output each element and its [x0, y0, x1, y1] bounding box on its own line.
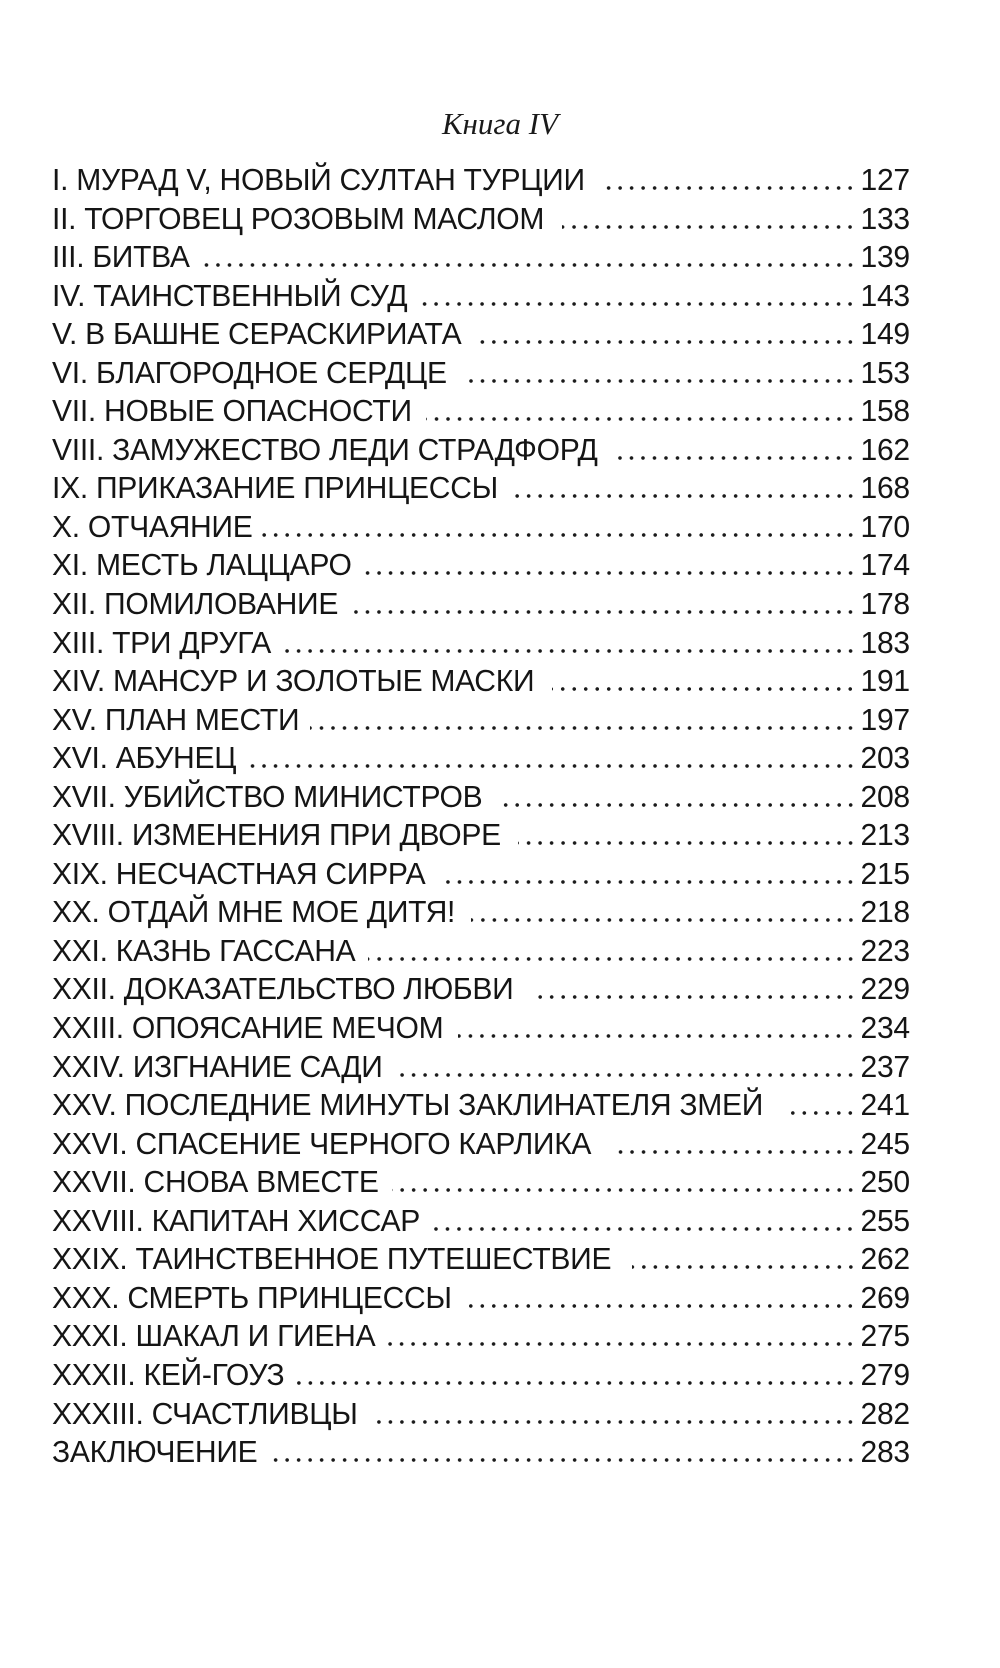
toc-dot-leader [267, 1458, 856, 1462]
toc-dot-leader [467, 1304, 856, 1308]
toc-entry [52, 239, 910, 278]
toc-entry [52, 393, 910, 432]
toc-entry-page-number: 149 [860, 316, 910, 352]
toc-entry [52, 1318, 910, 1357]
toc-entry-title: XIV. МАНСУР И ЗОЛОТЫЕ МАСКИ [52, 663, 535, 699]
toc-dot-leader [368, 957, 856, 961]
toc-entry-page-number: 215 [860, 855, 910, 891]
toc-entry [52, 1396, 910, 1435]
toc-entry [52, 817, 910, 856]
toc-entry [52, 894, 910, 933]
toc-entry [52, 201, 910, 240]
toc-entry [52, 470, 910, 509]
toc-entry-title: XXVIII. КАПИТАН ХИССАР [52, 1202, 421, 1238]
toc-entry [52, 933, 910, 972]
toc-dot-leader [421, 302, 856, 306]
toc-dot-leader [245, 764, 856, 768]
toc-entry-title: III. БИТВА [52, 239, 190, 275]
toc-entry-page-number: 218 [860, 894, 910, 930]
toc-entry-page-number: 197 [860, 701, 910, 737]
toc-dot-leader [262, 533, 856, 537]
toc-entry-title: XXIV. ИЗГНАНИЕ САДИ [52, 1048, 383, 1084]
toc-dot-leader [552, 687, 856, 691]
toc-entry [52, 779, 910, 818]
toc-entry [52, 1357, 910, 1396]
toc-entry-title: XVII. УБИЙСТВО МИНИСТРОВ [52, 778, 483, 814]
toc-entry-title: XXX. СМЕРТЬ ПРИНЦЕССЫ [52, 1279, 452, 1315]
toc-entry-page-number: 139 [860, 239, 910, 275]
toc-entry-title: VI. БЛАГОРОДНОЕ СЕРДЦЕ [52, 354, 447, 390]
toc-dot-leader [426, 417, 856, 421]
toc-entry-page-number: 191 [860, 663, 910, 699]
toc-dot-leader [518, 841, 856, 845]
toc-dot-leader [604, 186, 856, 190]
toc-entry-page-number: 241 [860, 1087, 910, 1123]
toc-entry [52, 1049, 910, 1088]
toc-entry-page-number: 133 [860, 200, 910, 236]
toc-dot-leader [462, 379, 856, 383]
toc-entry-page-number: 245 [860, 1125, 910, 1161]
toc-entry-title: XII. ПОМИЛОВАНИЕ [52, 586, 339, 622]
toc-entry-page-number: 282 [860, 1395, 910, 1431]
toc-dot-leader [295, 1381, 857, 1385]
toc-entry [52, 625, 910, 664]
toc-entry-title: XXII. ДОКАЗАТЕЛЬСТВО ЛЮБВИ [52, 971, 514, 1007]
toc-dot-leader [281, 649, 856, 653]
toc-entry-title: XXXI. ШАКАЛ И ГИЕНА [52, 1318, 376, 1354]
toc-dot-leader [562, 225, 856, 229]
toc-entry [52, 547, 910, 586]
toc-entry-title: IX. ПРИКАЗАНИЕ ПРИНЦЕССЫ [52, 470, 498, 506]
toc-entry-page-number: 174 [860, 547, 910, 583]
toc-entry [52, 586, 910, 625]
toc-entry [52, 278, 910, 317]
toc-dot-leader [350, 610, 856, 614]
toc-dot-leader [197, 263, 856, 267]
toc-entry-title: II. ТОРГОВЕЦ РОЗОВЫМ МАСЛОМ [52, 200, 545, 236]
toc-entry-page-number: 208 [860, 778, 910, 814]
toc-entry-page-number: 223 [860, 932, 910, 968]
toc-entry-page-number: 143 [860, 277, 910, 313]
toc-entry [52, 432, 910, 471]
toc-entry-page-number: 229 [860, 971, 910, 1007]
toc-dot-leader [477, 340, 856, 344]
toc-entry-title: XI. МЕСТЬ ЛАЦЦАРО [52, 547, 352, 583]
toc-entry-page-number: 170 [860, 508, 910, 544]
toc-entry-page-number: 168 [860, 470, 910, 506]
toc-entry-page-number: 234 [860, 1010, 910, 1046]
toc-entry [52, 971, 910, 1010]
toc-entry [52, 509, 910, 548]
toc-dot-leader [388, 1342, 856, 1346]
toc-entry [52, 663, 910, 702]
toc-entry-title: IV. ТАИНСТВЕННЫЙ СУД [52, 277, 408, 313]
toc-dot-leader [471, 918, 857, 922]
toc-entry [52, 702, 910, 741]
toc-dot-leader [364, 571, 856, 575]
toc-entry [52, 316, 910, 355]
toc-entry-page-number: 262 [860, 1241, 910, 1277]
toc-entry-title: XXI. КАЗНЬ ГАССАНА [52, 932, 356, 968]
toc-entry-title: XXVII. СНОВА ВМЕСТЕ [52, 1164, 379, 1200]
toc-entry-page-number: 279 [860, 1356, 910, 1392]
toc-dot-leader [499, 803, 856, 807]
toc-entry-title: XXXII. КЕЙ-ГОУЗ [52, 1356, 285, 1392]
toc-entry [52, 355, 910, 394]
toc-entry-page-number: 213 [860, 817, 910, 853]
toc-entry [52, 1010, 910, 1049]
toc-dot-leader [632, 1265, 857, 1269]
toc-dot-leader [392, 1188, 856, 1192]
toc-entry [52, 1434, 910, 1473]
toc-entry-title: V. В БАШНЕ СЕРАСКИРИАТА [52, 316, 462, 352]
toc-entry-page-number: 203 [860, 740, 910, 776]
toc-entry-page-number: 183 [860, 624, 910, 660]
toc-dot-leader [310, 726, 856, 730]
toc-entry-title: XXXIII. СЧАСТЛИВЦЫ [52, 1395, 358, 1431]
toc-dot-leader [458, 1034, 856, 1038]
toc-entry [52, 856, 910, 895]
toc-entry-title: VIII. ЗАМУЖЕСТВО ЛЕДИ СТРАДФОРД [52, 431, 598, 467]
toc-entry-page-number: 237 [860, 1048, 910, 1084]
toc-entry [52, 162, 910, 201]
book-section-heading: Книга IV [441, 106, 559, 141]
toc-entry [52, 1241, 910, 1280]
toc-entry [52, 1280, 910, 1319]
toc-entry-page-number: 255 [860, 1202, 910, 1238]
toc-dot-leader [531, 995, 856, 999]
toc-entry [52, 1164, 910, 1203]
toc-entry [52, 1126, 910, 1165]
toc-entry-title: VII. НОВЫЕ ОПАСНОСТИ [52, 393, 412, 429]
toc-entry-title: XXIX. ТАИНСТВЕННОЕ ПУТЕШЕСТВИЕ [52, 1241, 612, 1277]
toc-entry-title: XXIII. ОПОЯСАНИЕ МЕЧОМ [52, 1010, 444, 1046]
toc-entry-title: XVIII. ИЗМЕНЕНИЯ ПРИ ДВОРЕ [52, 817, 501, 853]
toc-entry-title: XXVI. СПАСЕНИЕ ЧЕРНОГО КАРЛИКА [52, 1125, 592, 1161]
toc-entry-page-number: 178 [860, 586, 910, 622]
toc-entry-page-number: 158 [860, 393, 910, 429]
toc-entry-title: X. ОТЧАЯНИЕ [52, 508, 253, 544]
toc-entry-page-number: 153 [860, 354, 910, 390]
toc-dot-leader [515, 494, 856, 498]
toc-entry-page-number: 127 [860, 162, 910, 197]
toc-entry-page-number: 275 [860, 1318, 910, 1354]
toc-dot-leader [440, 880, 856, 884]
toc-dot-leader [611, 1150, 856, 1154]
toc-entry-title: XVI. АБУНЕЦ [52, 740, 237, 776]
toc-entry [52, 1087, 910, 1126]
toc-entry-page-number: 162 [860, 431, 910, 467]
toc-entry-page-number: 250 [860, 1164, 910, 1200]
toc-entry-title: I. МУРАД V, НОВЫЙ СУЛТАН ТУРЦИИ [52, 162, 585, 197]
toc-entry [52, 740, 910, 779]
toc-dot-leader [370, 1420, 856, 1424]
toc-entry-title: XX. ОТДАЙ МНЕ МОЕ ДИТЯ! [52, 894, 456, 930]
toc-dot-leader [617, 456, 856, 460]
toc-entry [52, 1203, 910, 1242]
toc-entry-title: ЗАКЛЮЧЕНИЕ [52, 1434, 258, 1470]
toc-entry-title: XIX. НЕСЧАСТНАЯ СИРРА [52, 855, 426, 891]
toc-entry-title: XV. ПЛАН МЕСТИ [52, 701, 300, 737]
toc-entry-page-number: 283 [860, 1434, 910, 1470]
toc-entry-title: XXV. ПОСЛЕДНИЕ МИНУТЫ ЗАКЛИНАТЕЛЯ ЗМЕЙ [52, 1087, 764, 1123]
toc-dot-leader [396, 1073, 856, 1077]
toc-entry-title: XIII. ТРИ ДРУГА [52, 624, 272, 660]
toc-dot-leader [434, 1227, 856, 1231]
toc-entry-page-number: 269 [860, 1279, 910, 1315]
table-of-contents [52, 162, 910, 1473]
toc-dot-leader [788, 1111, 856, 1115]
